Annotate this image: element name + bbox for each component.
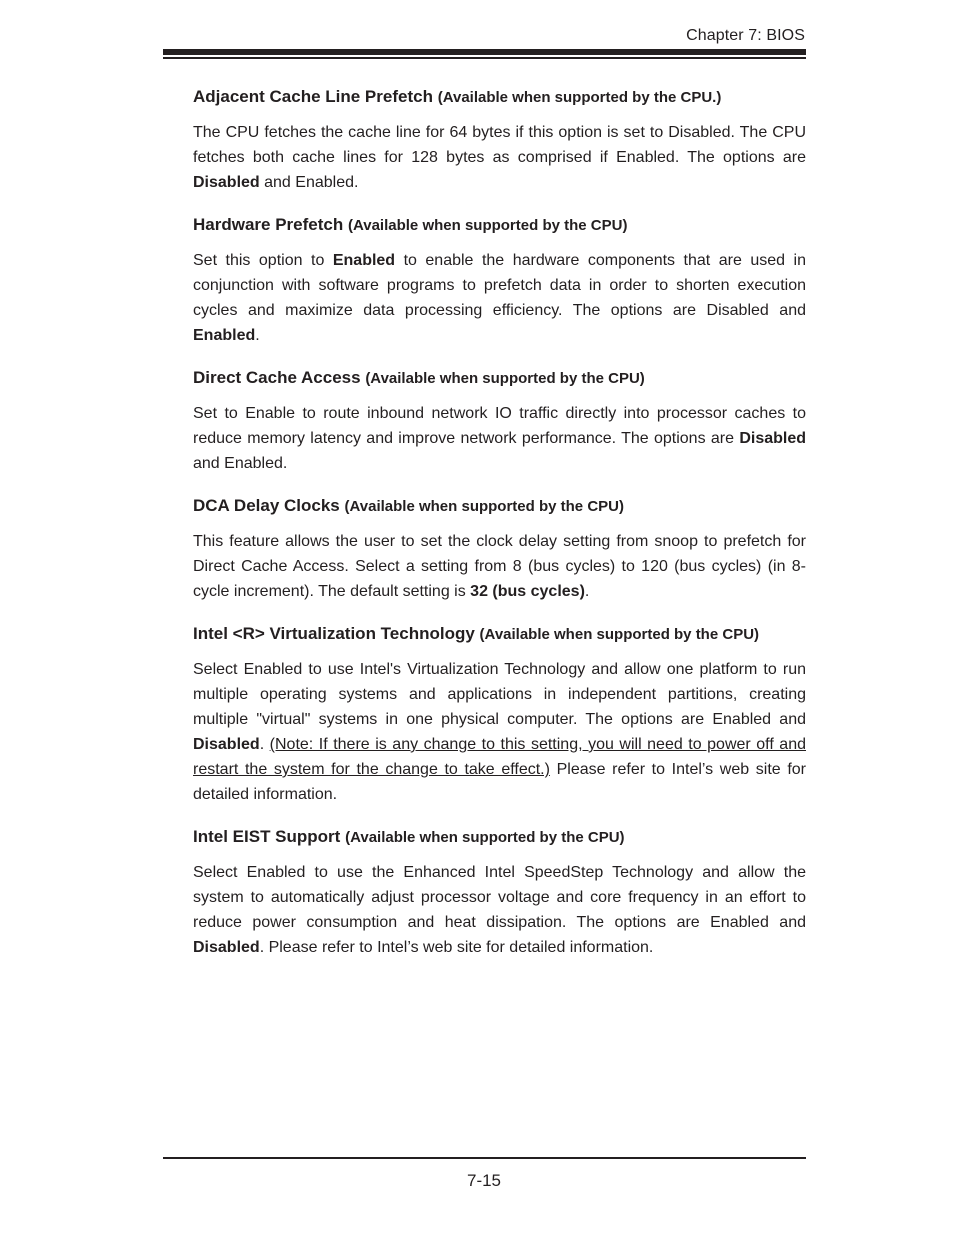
section-availability-note: (Available when supported by the CPU) [365, 370, 645, 387]
body-text: Please refer to Intel’s web site for detailed information. [193, 761, 806, 803]
bold-text: Disabled [193, 174, 260, 191]
body-text: The CPU fetches the cache line for 64 bytes if this option is set to Disabled. The CPU fetches both cache lines for 128 bytes as comprised if Enabled. The options are [193, 124, 806, 166]
bold-text: Enabled [193, 327, 256, 344]
body-text: Set to Enable to route inbound network IO traffic directly into processor caches to reduce memory latency and improve network performance. The options are [193, 405, 806, 447]
body-text: This feature allows the user to set the clock delay setting from snoop to prefetch for Direct Cache Access. Select a setting from 8 (bus cycles) to 120 (bus cycles) (in 8-cycle increment). The default setting is [193, 533, 806, 600]
section-title: Adjacent Cache Line Prefetch [193, 87, 433, 106]
body-text: Set this option to [193, 252, 333, 269]
body-text: and Enabled. [193, 455, 288, 472]
bold-text: Disabled [193, 736, 260, 753]
body-text: and Enabled. [259, 174, 359, 191]
body-text: . [255, 327, 260, 344]
section-title: Hardware Prefetch [193, 215, 344, 234]
section-availability-note: (Available when supported by the CPU) [345, 829, 625, 846]
body-text: Select Enabled to use the Enhanced Intel SpeedStep Technology and allow the system to automatically adjust processor voltage and core frequency in an effort to reduce power consumption and heat dissipation. The options are Enabled and [193, 864, 806, 931]
header-rule [163, 49, 806, 59]
bold-text: Disabled [739, 430, 806, 447]
body-text: Select Enabled to use Intel's Virtualization Technology and allow one platform to run multiple operating systems and applications in independent partitions, creating multiple "virtual" systems in one physical computer. The options are Enabled and [193, 661, 806, 728]
chapter-title: Chapter 7: BIOS [686, 27, 805, 44]
section-heading [193, 623, 806, 645]
body-text: . [259, 736, 270, 753]
section-title: Intel EIST Support [193, 827, 341, 846]
bold-text: Disabled [193, 939, 260, 956]
body-text: . [584, 583, 590, 600]
body-text: to enable the hardware components that are used in conjunction with software programs to prefetch data in order to shorten execution cycles and maximize data processing efficiency. The options are Disabled and [193, 252, 807, 319]
bold-text: 32 (bus cycles) [470, 583, 585, 600]
section-heading [193, 495, 806, 517]
page-number: 7-15 [466, 1171, 502, 1190]
section-title: DCA Delay Clocks [193, 496, 340, 515]
section-availability-note: (Available when supported by the CPU) [479, 626, 760, 643]
section-title: Intel <R> Virtualization Technology [193, 624, 475, 643]
section-description [193, 657, 806, 807]
underlined-note: (Note: If there is any change to this setting, you will need to power off and restart the system for the change to take effect.) [193, 736, 806, 778]
section-description [193, 401, 806, 476]
footer-rule [163, 1157, 806, 1159]
section-description [193, 248, 806, 348]
section-description [193, 120, 806, 195]
section-heading [193, 367, 806, 389]
section-description [193, 529, 806, 604]
bold-text: Enabled [332, 252, 396, 269]
section-heading [193, 826, 806, 848]
section-availability-note: (Available when supported by the CPU) [344, 498, 624, 515]
section-availability-note: (Available when supported by the CPU.) [437, 89, 722, 106]
section-title: Direct Cache Access [193, 368, 361, 387]
section-availability-note: (Available when supported by the CPU) [347, 217, 628, 234]
page-content [193, 86, 806, 979]
section-heading [193, 214, 806, 236]
section-heading [193, 86, 806, 108]
body-text: . Please refer to Intel’s web site for detailed information. [259, 939, 654, 956]
section-description [193, 860, 806, 960]
